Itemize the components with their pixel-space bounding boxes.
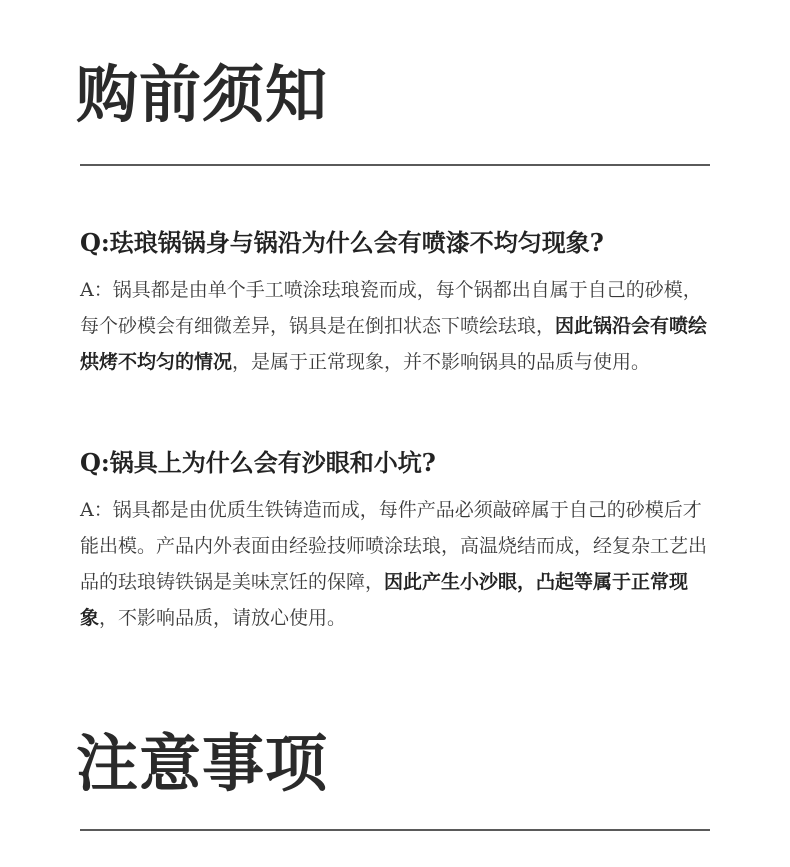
faq-answer-text: A：锅具都是由单个手工喷涂珐琅瓷而成，每个锅都出自属于自己的砂模，每个砂模会有细微差异，锅具是在倒扣状态下喷绘珐琅，: [80, 279, 702, 337]
faq-question: Q:珐琅锅锅身与锅沿为什么会有喷漆不均匀现象?: [80, 228, 604, 257]
faq-answer: [80, 492, 710, 636]
faq-answer-emphasis: 因此产生小沙眼，凸起等属于正常现象: [80, 571, 689, 629]
section-title-precautions: 注意事项: [76, 727, 329, 800]
section-divider: [80, 164, 710, 166]
faq-answer-text: ，不影响品质，请放心使用。: [99, 607, 347, 629]
faq-answer-text: A：锅具都是由优质生铁铸造而成，每件产品必须敲碎属于自己的砂模后才能出模。产品内外表面由经验技师喷涂珐琅，高温烧结而成，经复杂工艺出品的珐琅铸铁锅是美味烹饪的保障，: [80, 499, 708, 593]
faq-item-uneven-enamel: [80, 226, 710, 380]
faq-question: Q:锅具上为什么会有沙眼和小坑?: [80, 448, 436, 477]
faq-item-sand-holes: [80, 446, 710, 636]
faq-answer-text: ，是属于正常现象，并不影响锅具的品质与使用。: [232, 351, 651, 373]
faq-answer-emphasis: 因此锅沿会有喷绘烘烤不均匀的情况: [80, 315, 708, 373]
section-title-purchase-notice: 购前须知: [76, 58, 329, 131]
section-divider: [80, 829, 710, 831]
faq-answer: [80, 272, 710, 380]
